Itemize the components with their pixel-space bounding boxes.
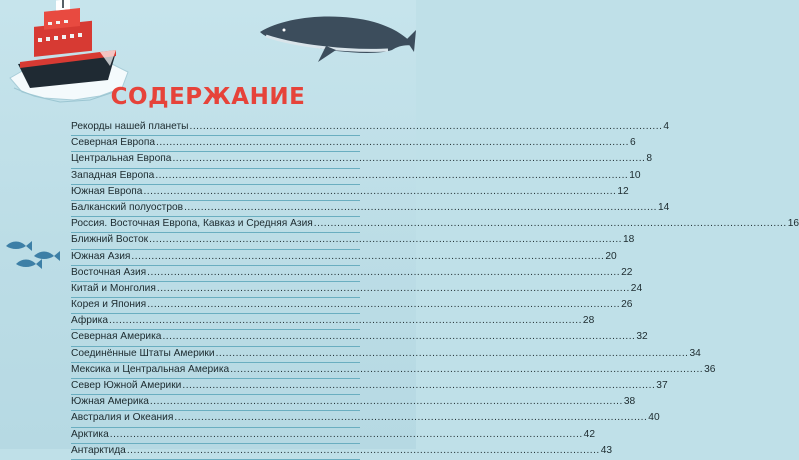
toc-entry-title: Австралия и Океания (71, 412, 174, 424)
toc-entry-page: 32 (636, 331, 648, 343)
toc-entry (71, 411, 660, 427)
toc-leader-dots (182, 379, 655, 393)
toc-entry (71, 233, 635, 249)
toc-entry (71, 282, 643, 298)
toc-entry (71, 169, 641, 185)
toc-entry (71, 395, 636, 411)
toc-leader-dots (216, 347, 689, 361)
toc-entry-page: 22 (621, 266, 633, 278)
toc-entry (71, 185, 629, 201)
toc-entry-title: Север Южной Америки (71, 380, 182, 391)
toc-leader-dots (131, 250, 604, 264)
toc-entry (71, 428, 596, 444)
toc-leader-dots (143, 185, 616, 199)
toc-leader-dots (149, 233, 622, 247)
toc-leader-dots (109, 314, 582, 328)
toc-entry (71, 120, 670, 136)
toc-entry (71, 250, 617, 266)
toc-leader-dots (156, 136, 629, 150)
toc-leader-dots (127, 444, 600, 458)
toc-entry-title: Антарктида (71, 444, 126, 456)
toc-entry-page: 8 (646, 153, 653, 165)
toc-entry-page: 38 (623, 396, 636, 408)
toc-leader-dots (157, 282, 630, 296)
toc-entry-page: 34 (689, 347, 701, 359)
toc-entry-title: Восточная Азия (71, 266, 147, 278)
toc-entry-title: Арктика (71, 428, 109, 440)
toc-entry-page: 16 (787, 218, 799, 230)
toc-entry-page: 26 (621, 299, 633, 311)
toc-leader-dots (230, 363, 703, 377)
toc-entry (71, 298, 633, 314)
toc-entry-title: Южная Азия (71, 250, 131, 262)
toc-leader-dots (172, 152, 645, 166)
toc-entry-title: Западная Европа (71, 169, 155, 181)
toc-leader-dots (174, 411, 647, 425)
toc-entry-page: 37 (656, 380, 668, 391)
toc-entry-page: 43 (600, 444, 613, 456)
table-of-contents (71, 120, 799, 460)
toc-entry-page: 10 (629, 169, 641, 181)
toc-leader-dots (190, 120, 663, 134)
toc-leader-dots (314, 217, 787, 231)
toc-entry (71, 347, 701, 363)
toc-entry-page: 36 (704, 363, 716, 375)
toc-entry (71, 136, 636, 152)
toc-entry-title: Африка (71, 315, 108, 327)
toc-leader-dots (184, 201, 657, 215)
toc-entry-page: 14 (658, 201, 670, 213)
toc-entry-title: Северная Европа (71, 137, 156, 149)
toc-entry (71, 266, 633, 282)
toc-leader-dots (155, 169, 628, 183)
toc-entry-page: 20 (605, 250, 617, 262)
toc-entry-page: 28 (582, 315, 595, 327)
toc-entry (71, 363, 716, 379)
toc-leader-dots (162, 330, 635, 344)
toc-entry-page: 18 (623, 234, 635, 246)
toc-entry-title: Балканский полуостров (71, 201, 184, 213)
toc-entry (71, 217, 799, 233)
toc-entry-title: Рекорды нашей планеты (71, 121, 189, 132)
fish-illustration (4, 234, 64, 274)
toc-entry-title: Северная Америка (71, 331, 162, 343)
toc-entry (71, 314, 595, 330)
toc-entry-title: Корея и Япония (71, 299, 147, 311)
toc-entry-title: Центральная Европа (71, 153, 172, 165)
toc-entry (71, 379, 668, 395)
toc-entry (71, 444, 613, 460)
toc-entry-page: 42 (583, 428, 596, 440)
toc-entry-title: Южная Америка (71, 396, 149, 408)
toc-leader-dots (110, 428, 583, 442)
page-title: СОДЕРЖАНИЕ (110, 84, 306, 110)
toc-entry-page: 24 (630, 282, 643, 294)
toc-entry-page: 40 (648, 412, 660, 424)
toc-leader-dots (150, 395, 623, 409)
whale-illustration (256, 6, 416, 70)
toc-entry-title: Ближний Восток (71, 234, 149, 246)
toc-entry-title: Россия. Восточная Европа, Кавказ и Средняя Азия (71, 218, 313, 230)
toc-entry-title: Мексика и Центральная Америка (71, 363, 230, 375)
toc-entry-title: Южная Европа (71, 185, 143, 197)
toc-entry (71, 152, 653, 168)
toc-leader-dots (147, 266, 620, 280)
toc-leader-dots (147, 298, 620, 312)
toc-entry-page: 12 (617, 185, 629, 197)
toc-entry (71, 201, 670, 217)
toc-entry (71, 330, 648, 346)
toc-entry-title: Соединённые Штаты Америки (71, 347, 215, 359)
toc-entry-page: 4 (663, 121, 670, 132)
toc-entry-title: Китай и Монголия (71, 282, 156, 294)
toc-entry-page: 6 (629, 137, 636, 149)
